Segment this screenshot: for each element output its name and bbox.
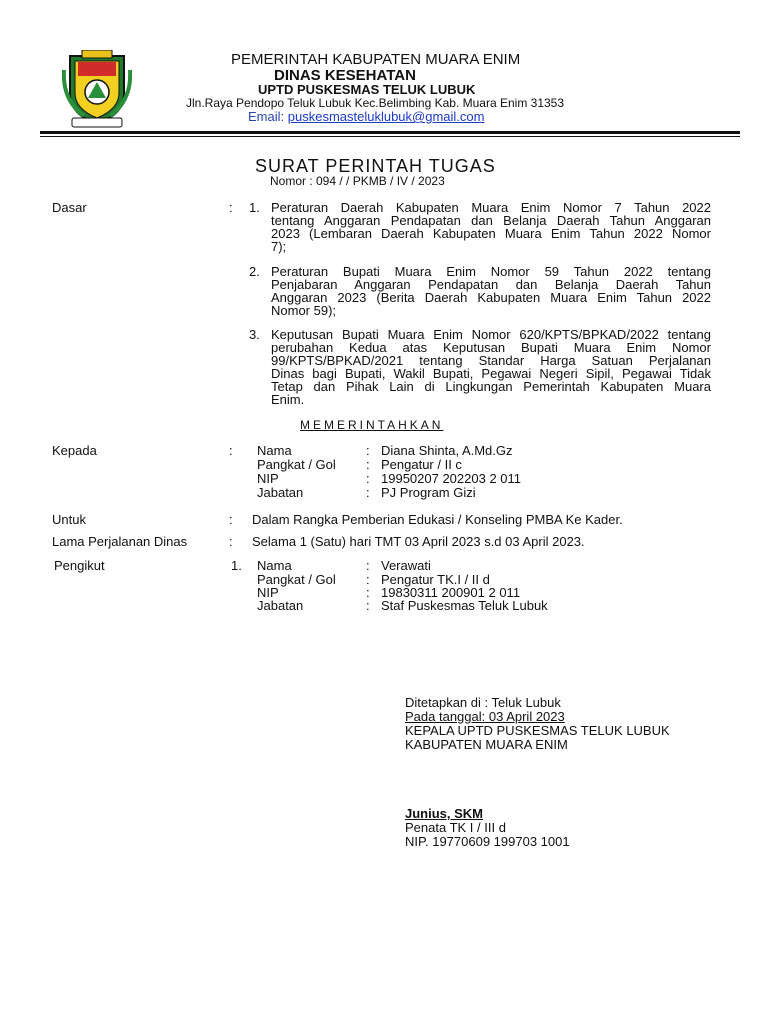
- kepada-colon-pangkat: :: [366, 457, 370, 472]
- email-line: [248, 109, 484, 124]
- kepada-key-nip: NIP: [257, 471, 279, 486]
- pengikut-colon-jabatan: :: [366, 598, 370, 613]
- lama-colon: :: [229, 534, 233, 549]
- dasar-item-2-number: 2.: [249, 264, 260, 279]
- kepada-colon-nip: :: [366, 471, 370, 486]
- text-line: Nomor 59);: [271, 303, 337, 318]
- department-name: DINAS KESEHATAN: [274, 67, 416, 84]
- kepada-value-pangkat: Pengatur / II c: [381, 457, 462, 472]
- regency-coat-of-arms-icon: [62, 50, 132, 130]
- text-line: Dinas bagi Bupati, Wakil Bupati, Pegawai Negeri Sipil, Pegawai Tidak: [271, 366, 711, 381]
- signature-place: Ditetapkan di : Teluk Lubuk: [405, 695, 561, 710]
- pengikut-value-nama: Verawati: [381, 558, 431, 573]
- signature-block: [405, 696, 670, 752]
- text-line: Peraturan Bupati Muara Enim Nomor 59 Tahun 2022 tentang: [271, 264, 711, 279]
- dasar-colon: :: [229, 200, 233, 215]
- signature-position-1: KEPALA UPTD PUSKESMAS TELUK LUBUK: [405, 723, 670, 738]
- signature-rank: Penata TK I / III d: [405, 820, 506, 835]
- text-line: Tetap dan Pihak Lain di Lingkungan Pemerintah Kabupaten Muara: [271, 379, 711, 394]
- text-line: Enim.: [271, 392, 305, 407]
- kepada-colon: :: [229, 443, 233, 458]
- email-link[interactable]: puskesmasteluklubuk@gmail.com: [287, 109, 485, 124]
- lama-label: Lama Perjalanan Dinas: [52, 534, 188, 549]
- email-label: Email:: [248, 109, 285, 124]
- text-line: 2023 (Lembaran Daerah Kabupaten Muara Enim Tahun 2022 Nomor: [271, 226, 711, 241]
- kepada-value-nip: 19950207 202203 2 011: [381, 471, 522, 486]
- text-line: Anggaran 2023 (Berita Daerah Kabupaten Muara Enim Tahun 2022: [271, 290, 711, 305]
- untuk-label: Untuk: [52, 512, 86, 527]
- signature-nip: NIP. 19770609 199703 1001: [405, 834, 570, 849]
- kepada-key-nama: Nama: [257, 443, 292, 458]
- kepada-value-nama: Diana Shinta, A.Md.Gz: [381, 443, 513, 458]
- pengikut-key-nip: NIP: [257, 585, 279, 600]
- text-line: Peraturan Daerah Kabupaten Muara Enim Nomor 7 Tahun 2022: [271, 200, 711, 215]
- pengikut-key-pangkat: Pangkat / Gol: [257, 572, 336, 587]
- text-line: Keputusan Bupati Muara Enim Nomor 620/KPTS/BPKAD/2022 tentang: [271, 327, 711, 342]
- dasar-item-3-text: [271, 328, 711, 406]
- kepada-key-jabatan: Jabatan: [257, 485, 304, 500]
- dasar-label: Dasar: [52, 200, 87, 215]
- untuk-colon: :: [229, 512, 233, 527]
- document-number: Nomor : 094 / / PKMB / IV / 2023: [270, 174, 445, 188]
- org-name: PEMERINTAH KABUPATEN MUARA ENIM: [231, 51, 521, 68]
- pengikut-colon-pangkat: :: [366, 572, 370, 587]
- header-divider-thin: [40, 136, 740, 137]
- pengikut-value-nip: 19830311 200901 2 011: [381, 585, 521, 600]
- document-title: SURAT PERINTAH TUGAS: [255, 156, 496, 176]
- pengikut-colon-nama: :: [366, 558, 370, 573]
- pengikut-colon-nip: :: [366, 585, 370, 600]
- text-line: 99/KPTS/BPKAD/2021 tentang Standar Harga Satuan Perjalanan: [271, 353, 711, 368]
- kepada-value-jabatan: PJ Program Gizi: [381, 485, 476, 500]
- kepada-key-pangkat: Pangkat / Gol: [257, 457, 336, 472]
- pengikut-value-pangkat: Pengatur TK.I / II d: [381, 572, 490, 587]
- header-divider-thick: [40, 131, 740, 134]
- signature-date: Pada tanggal: 03 April 2023: [405, 709, 565, 724]
- pengikut-key-jabatan: Jabatan: [257, 598, 304, 613]
- dasar-item-2-text: [271, 265, 711, 317]
- dasar-item-1-text: [271, 201, 711, 253]
- text-line: tentang Anggaran Pendapatan dan Belanja Daerah Tahun Anggaran: [271, 213, 711, 228]
- pengikut-label: Pengikut: [54, 558, 105, 573]
- pengikut-key-nama: Nama: [257, 558, 292, 573]
- kepada-label: Kepada: [52, 443, 97, 458]
- memerintahkan-heading: MEMERINTAHKAN: [300, 418, 444, 432]
- unit-name: UPTD PUSKESMAS TELUK LUBUK: [258, 82, 476, 97]
- pengikut-number: 1.: [231, 558, 242, 573]
- text-line: 7);: [271, 239, 287, 254]
- signature-position-2: KABUPATEN MUARA ENIM: [405, 737, 568, 752]
- lama-text: Selama 1 (Satu) hari TMT 03 April 2023 s.d 03 April 2023.: [252, 534, 585, 549]
- dasar-item-3-number: 3.: [249, 327, 260, 342]
- pengikut-value-jabatan: Staf Puskesmas Teluk Lubuk: [381, 598, 548, 613]
- address: Jln.Raya Pendopo Teluk Lubuk Kec.Belimbing Kab. Muara Enim 31353: [186, 96, 565, 110]
- text-line: perubahan Kedua atas Keputusan Bupati Muara Enim Nomor: [271, 340, 711, 355]
- kepada-colon-jabatan: :: [366, 485, 370, 500]
- text-line: Penjabaran Anggaran Pendapatan dan Belanja Daerah Tahun: [271, 277, 711, 292]
- untuk-text: Dalam Rangka Pemberian Edukasi / Konseling PMBA Ke Kader.: [252, 512, 623, 527]
- dasar-item-1-number: 1.: [249, 200, 260, 215]
- signature-name: Junius, SKM: [405, 806, 484, 821]
- kepada-colon-nama: :: [366, 443, 370, 458]
